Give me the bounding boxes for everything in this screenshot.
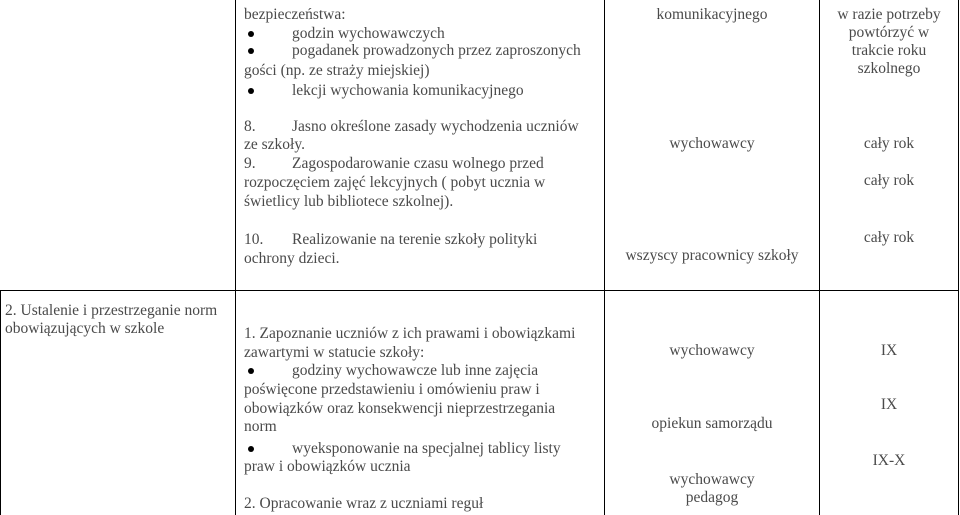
item-9-text-cont-2: świetlicy lub bibliotece szkolnej). bbox=[244, 193, 454, 210]
row2-responsible: wychowawcy bbox=[669, 135, 755, 152]
row1-bullet-2: pogadanek prowadzonych przez zaproszonych bbox=[292, 42, 581, 59]
row4-responsible-3: wychowawcy bbox=[669, 471, 755, 488]
row4-responsible-1: wychowawcy bbox=[669, 342, 755, 359]
row2-term-2: cały rok bbox=[863, 172, 915, 189]
table-column-divider-1 bbox=[235, 0, 236, 515]
row1-responsible: komunikacyjnego bbox=[656, 6, 768, 23]
bullet-icon bbox=[248, 368, 254, 374]
table-row-divider bbox=[0, 290, 959, 291]
row4-bullet-1: godziny wychowawcze lub inne zajęcia bbox=[292, 362, 539, 379]
table-border-left bbox=[0, 290, 1, 515]
row4-item-1-cont: zawartymi w statucie szkoły: bbox=[244, 344, 425, 361]
row4-term-3: IX-X bbox=[872, 452, 906, 469]
item-8-text-cont: ze szkoły. bbox=[244, 136, 305, 153]
item-10-text: Realizowanie na terenie szkoły polityki bbox=[292, 231, 538, 248]
row1-intro: bezpieczeństwa: bbox=[244, 6, 346, 23]
row4-item-2: 2. Opracowanie wraz z uczniami reguł bbox=[244, 495, 484, 512]
row4-responsible-2: opiekun samorządu bbox=[651, 415, 773, 432]
bullet-icon bbox=[248, 88, 254, 94]
row4-bullet-1-cont-1: poświęcone przedstawieniu i omówieniu praw i bbox=[244, 381, 540, 398]
item-8-number: 8. bbox=[244, 118, 256, 135]
item-9-text: Zagospodarowanie czasu wolnego przed bbox=[292, 155, 544, 172]
row4-bullet-1-cont-2: obowiązków oraz konsekwencji nieprzestrzegania bbox=[244, 400, 556, 417]
row1-term-line-1: w razie potrzeby bbox=[837, 6, 941, 23]
row1-term-line-4: szkolnego bbox=[857, 60, 921, 77]
row1-term-line-3: trakcie roku bbox=[851, 42, 927, 59]
row3-term: cały rok bbox=[863, 229, 915, 246]
row3-responsible: wszyscy pracownicy szkoły bbox=[625, 247, 799, 264]
row1-bullet-2-cont: gości (np. ze straży miejskiej) bbox=[244, 62, 430, 79]
item-10-number: 10. bbox=[244, 231, 264, 248]
bullet-icon bbox=[248, 31, 254, 37]
bullet-icon bbox=[248, 48, 254, 54]
item-9-text-cont-1: rozpoczęciem zajęć lekcyjnych ( pobyt ucznia w bbox=[244, 174, 546, 191]
row4-bullet-2: wyeksponowanie na specjalnej tablicy listy bbox=[292, 440, 561, 457]
table-border-right bbox=[958, 0, 959, 515]
row2-term-1: cały rok bbox=[863, 135, 915, 152]
row4-item-1: 1. Zapoznanie uczniów z ich prawami i obowiązkami bbox=[244, 325, 576, 342]
row1-term-line-2: powtórzyć w bbox=[848, 24, 930, 41]
item-8-text: Jasno określone zasady wychodzenia uczniów bbox=[292, 118, 579, 135]
section-2-title: 2. Ustalenie i przestrzeganie norm bbox=[5, 302, 218, 319]
row4-bullet-1-cont-3: norm bbox=[244, 418, 277, 435]
bullet-icon bbox=[248, 446, 254, 452]
row4-bullet-2-cont: praw i obowiązków ucznia bbox=[244, 458, 411, 475]
row4-term-1: IX bbox=[880, 342, 898, 359]
row1-bullet-3: lekcji wychowania komunikacyjnego bbox=[292, 82, 524, 99]
row1-bullet-1: godzin wychowawczych bbox=[292, 25, 445, 42]
item-9-number: 9. bbox=[244, 155, 256, 172]
row4-term-2: IX bbox=[880, 396, 898, 413]
section-2-title-cont: obowiązujących w szkole bbox=[5, 320, 165, 337]
item-10-text-cont: ochrony dzieci. bbox=[244, 250, 340, 267]
row4-responsible-4: pedagog bbox=[685, 489, 739, 506]
